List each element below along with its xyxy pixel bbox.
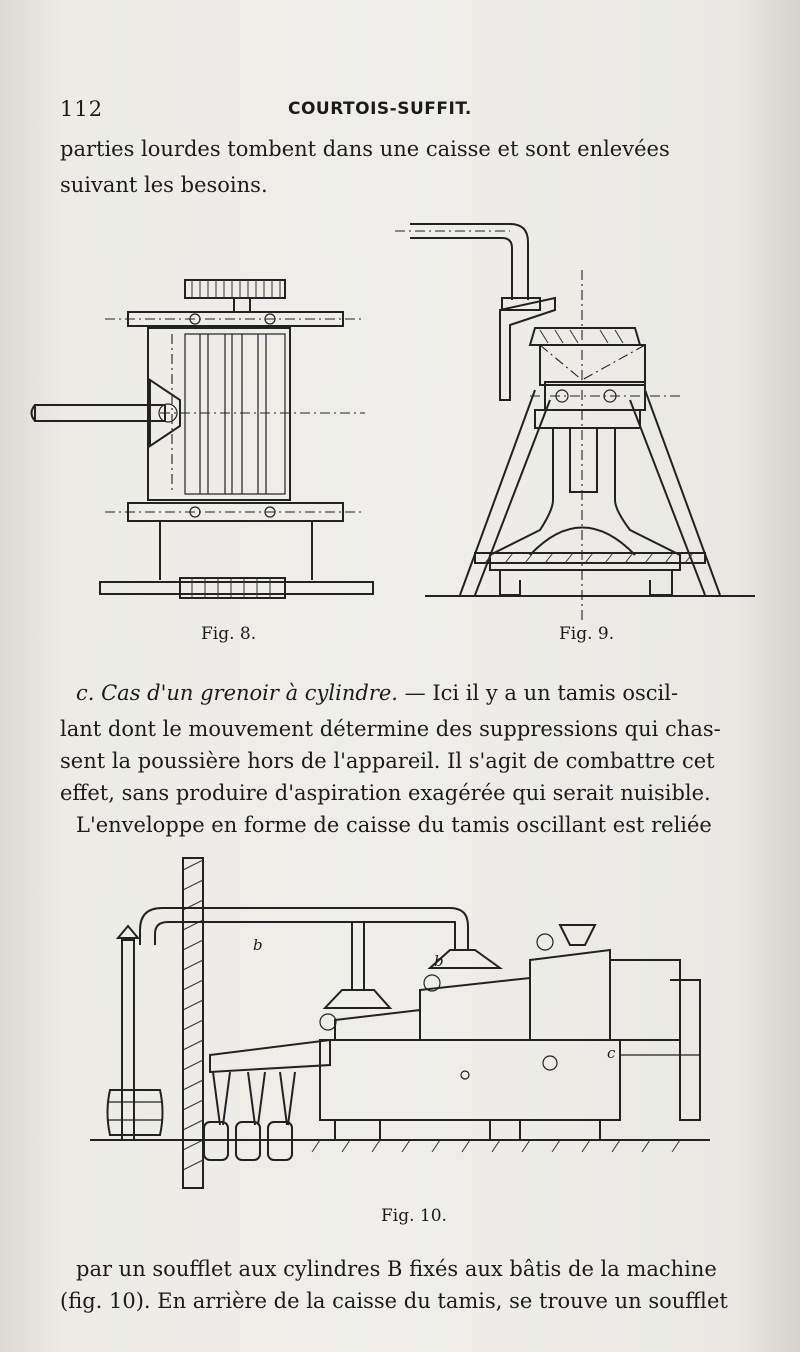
figure-10-label-c: c xyxy=(607,1044,616,1062)
figure-8-caption: Fig. 8. xyxy=(201,624,257,644)
body-line: parties lourdes tombent dans une caisse et sont enlevées xyxy=(60,137,670,161)
figure-10-caption: Fig. 10. xyxy=(381,1206,447,1226)
body-line: effet, sans produire d'aspiration exagérée qui serait nuisible. xyxy=(60,781,711,805)
figure-10-label-b2: b xyxy=(434,952,444,970)
page-number: 112 xyxy=(60,97,104,121)
figure-8-drawing xyxy=(20,270,380,610)
body-line: (fig. 10). En arrière de la caisse du tamis, se trouve un soufflet xyxy=(60,1289,728,1313)
body-line: sent la poussière hors de l'appareil. Il s'agit de combattre cet xyxy=(60,749,715,773)
body-line: lant dont le mouvement détermine des suppressions qui chas- xyxy=(60,717,721,741)
running-title: COURTOIS-SUFFIT. xyxy=(288,99,472,119)
figure-10-label-b1: b xyxy=(253,936,263,954)
body-line: suivant les besoins. xyxy=(60,173,268,197)
figure-9-caption: Fig. 9. xyxy=(559,624,615,644)
figure-9-drawing xyxy=(390,210,760,630)
figure-10-drawing xyxy=(80,850,720,1200)
section-first-line xyxy=(76,680,678,706)
body-line: par un soufflet aux cylindres B fixés aux bâtis de la machine xyxy=(76,1257,717,1281)
body-line: L'enveloppe en forme de caisse du tamis oscillant est reliée xyxy=(76,813,712,837)
section-label: c. Cas d'un grenoir à cylindre. xyxy=(76,681,398,705)
section-first-line-rest: — Ici il y a un tamis oscil- xyxy=(397,681,679,705)
